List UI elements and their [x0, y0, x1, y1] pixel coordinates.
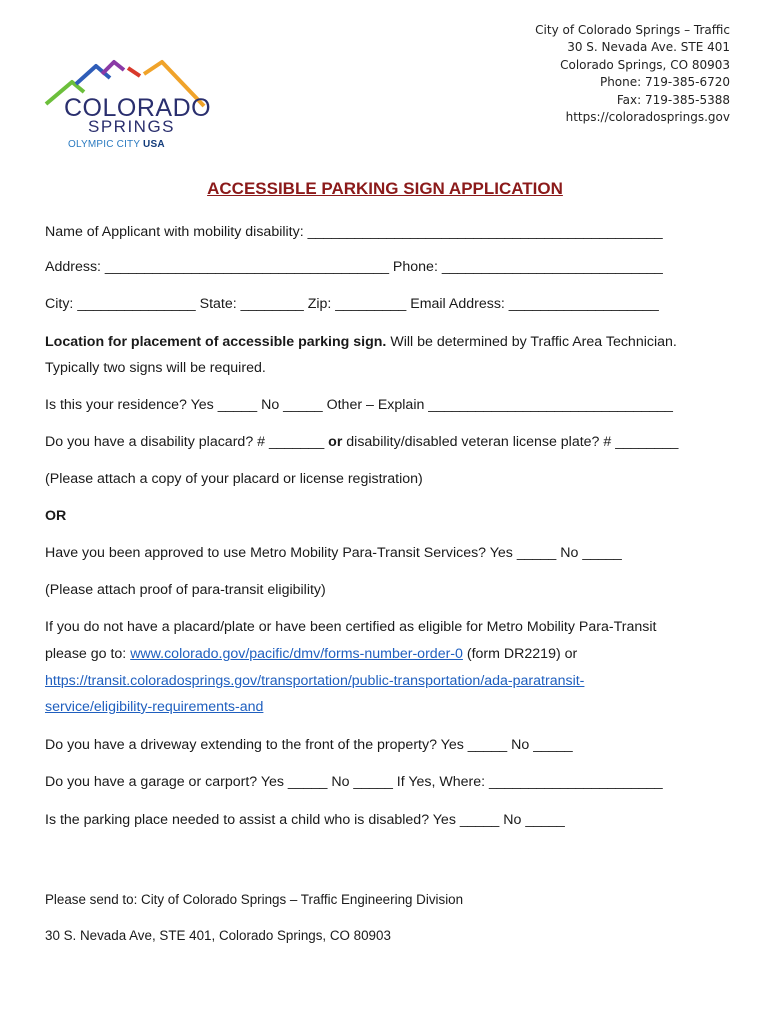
garage-question[interactable]: Do you have a garage or carport? Yes _____ No _____ If Yes, Where: ______________________	[45, 774, 663, 790]
or-separator: OR	[45, 508, 67, 524]
if-not-eligible-text: If you do not have a placard/plate or have been certified as eligible for Metro Mobility Para-Transit	[45, 619, 657, 635]
logo-text-colorado: COLORADO	[64, 94, 212, 122]
paratransit-link-line1[interactable]: https://transit.coloradosprings.gov/transportation/public-transportation/ada-paratransit-	[45, 673, 585, 689]
address-line: Colorado Springs, CO 80903	[560, 57, 730, 72]
header-address-block	[535, 22, 730, 126]
address-line: City of Colorado Springs – Traffic	[535, 23, 730, 37]
attach-placard-note: (Please attach a copy of your placard or license registration)	[45, 471, 423, 487]
applicant-name-field[interactable]: Name of Applicant with mobility disability: _____________________________________________	[45, 224, 663, 240]
logo-tagline: OLYMPIC CITY USA	[68, 139, 165, 150]
send-to-text: Please send to: City of Colorado Springs – Traffic Engineering Division	[45, 892, 464, 907]
child-question[interactable]: Is the parking place needed to assist a child who is disabled? Yes _____ No _____	[45, 812, 565, 828]
metro-mobility-question[interactable]: Have you been approved to use Metro Mobility Para-Transit Services? Yes _____ No _____	[45, 545, 622, 561]
logo-text-springs: SPRINGS	[88, 117, 176, 136]
dmv-forms-link[interactable]: www.colorado.gov/pacific/dmv/forms-number-order-0	[130, 646, 463, 662]
website-link[interactable]: https://coloradosprings.gov	[565, 110, 730, 125]
send-to-address: 30 S. Nevada Ave, STE 401, Colorado Springs, CO 80903	[45, 928, 391, 943]
location-instructions: Location for placement of accessible parking sign. Will be determined by Traffic Area Technician.	[45, 334, 677, 350]
address-line: Fax: 719-385-5388	[616, 92, 730, 107]
address-line: Phone: 719-385-6720	[599, 75, 730, 90]
location-note: Typically two signs will be required.	[45, 360, 266, 376]
address-line: 30 S. Nevada Ave. STE 401	[567, 40, 730, 55]
form-title: ACCESSIBLE PARKING SIGN APPLICATION	[207, 179, 563, 198]
please-go-text: please go to: www.colorado.gov/pacific/dmv/forms-number-order-0 (form DR2219) or	[45, 646, 578, 662]
residence-question[interactable]: Is this your residence? Yes _____ No _____ Other – Explain _______________________________	[45, 397, 673, 413]
paratransit-link-line2[interactable]: service/eligibility-requirements-and	[45, 699, 264, 715]
address-phone-field[interactable]: Address: ____________________________________ Phone: ____________________________	[45, 259, 663, 275]
placard-question[interactable]: Do you have a disability placard? # _______ or disability/disabled veteran license plate? # ________	[45, 434, 679, 450]
city-state-zip-email-field[interactable]: City: _______________ State: ________ Zip: _________ Email Address: ___________________	[45, 296, 659, 312]
attach-proof-note: (Please attach proof of para-transit eligibility)	[45, 582, 326, 598]
city-logo	[44, 54, 214, 154]
driveway-question[interactable]: Do you have a driveway extending to the front of the property? Yes _____ No _____	[45, 737, 573, 753]
